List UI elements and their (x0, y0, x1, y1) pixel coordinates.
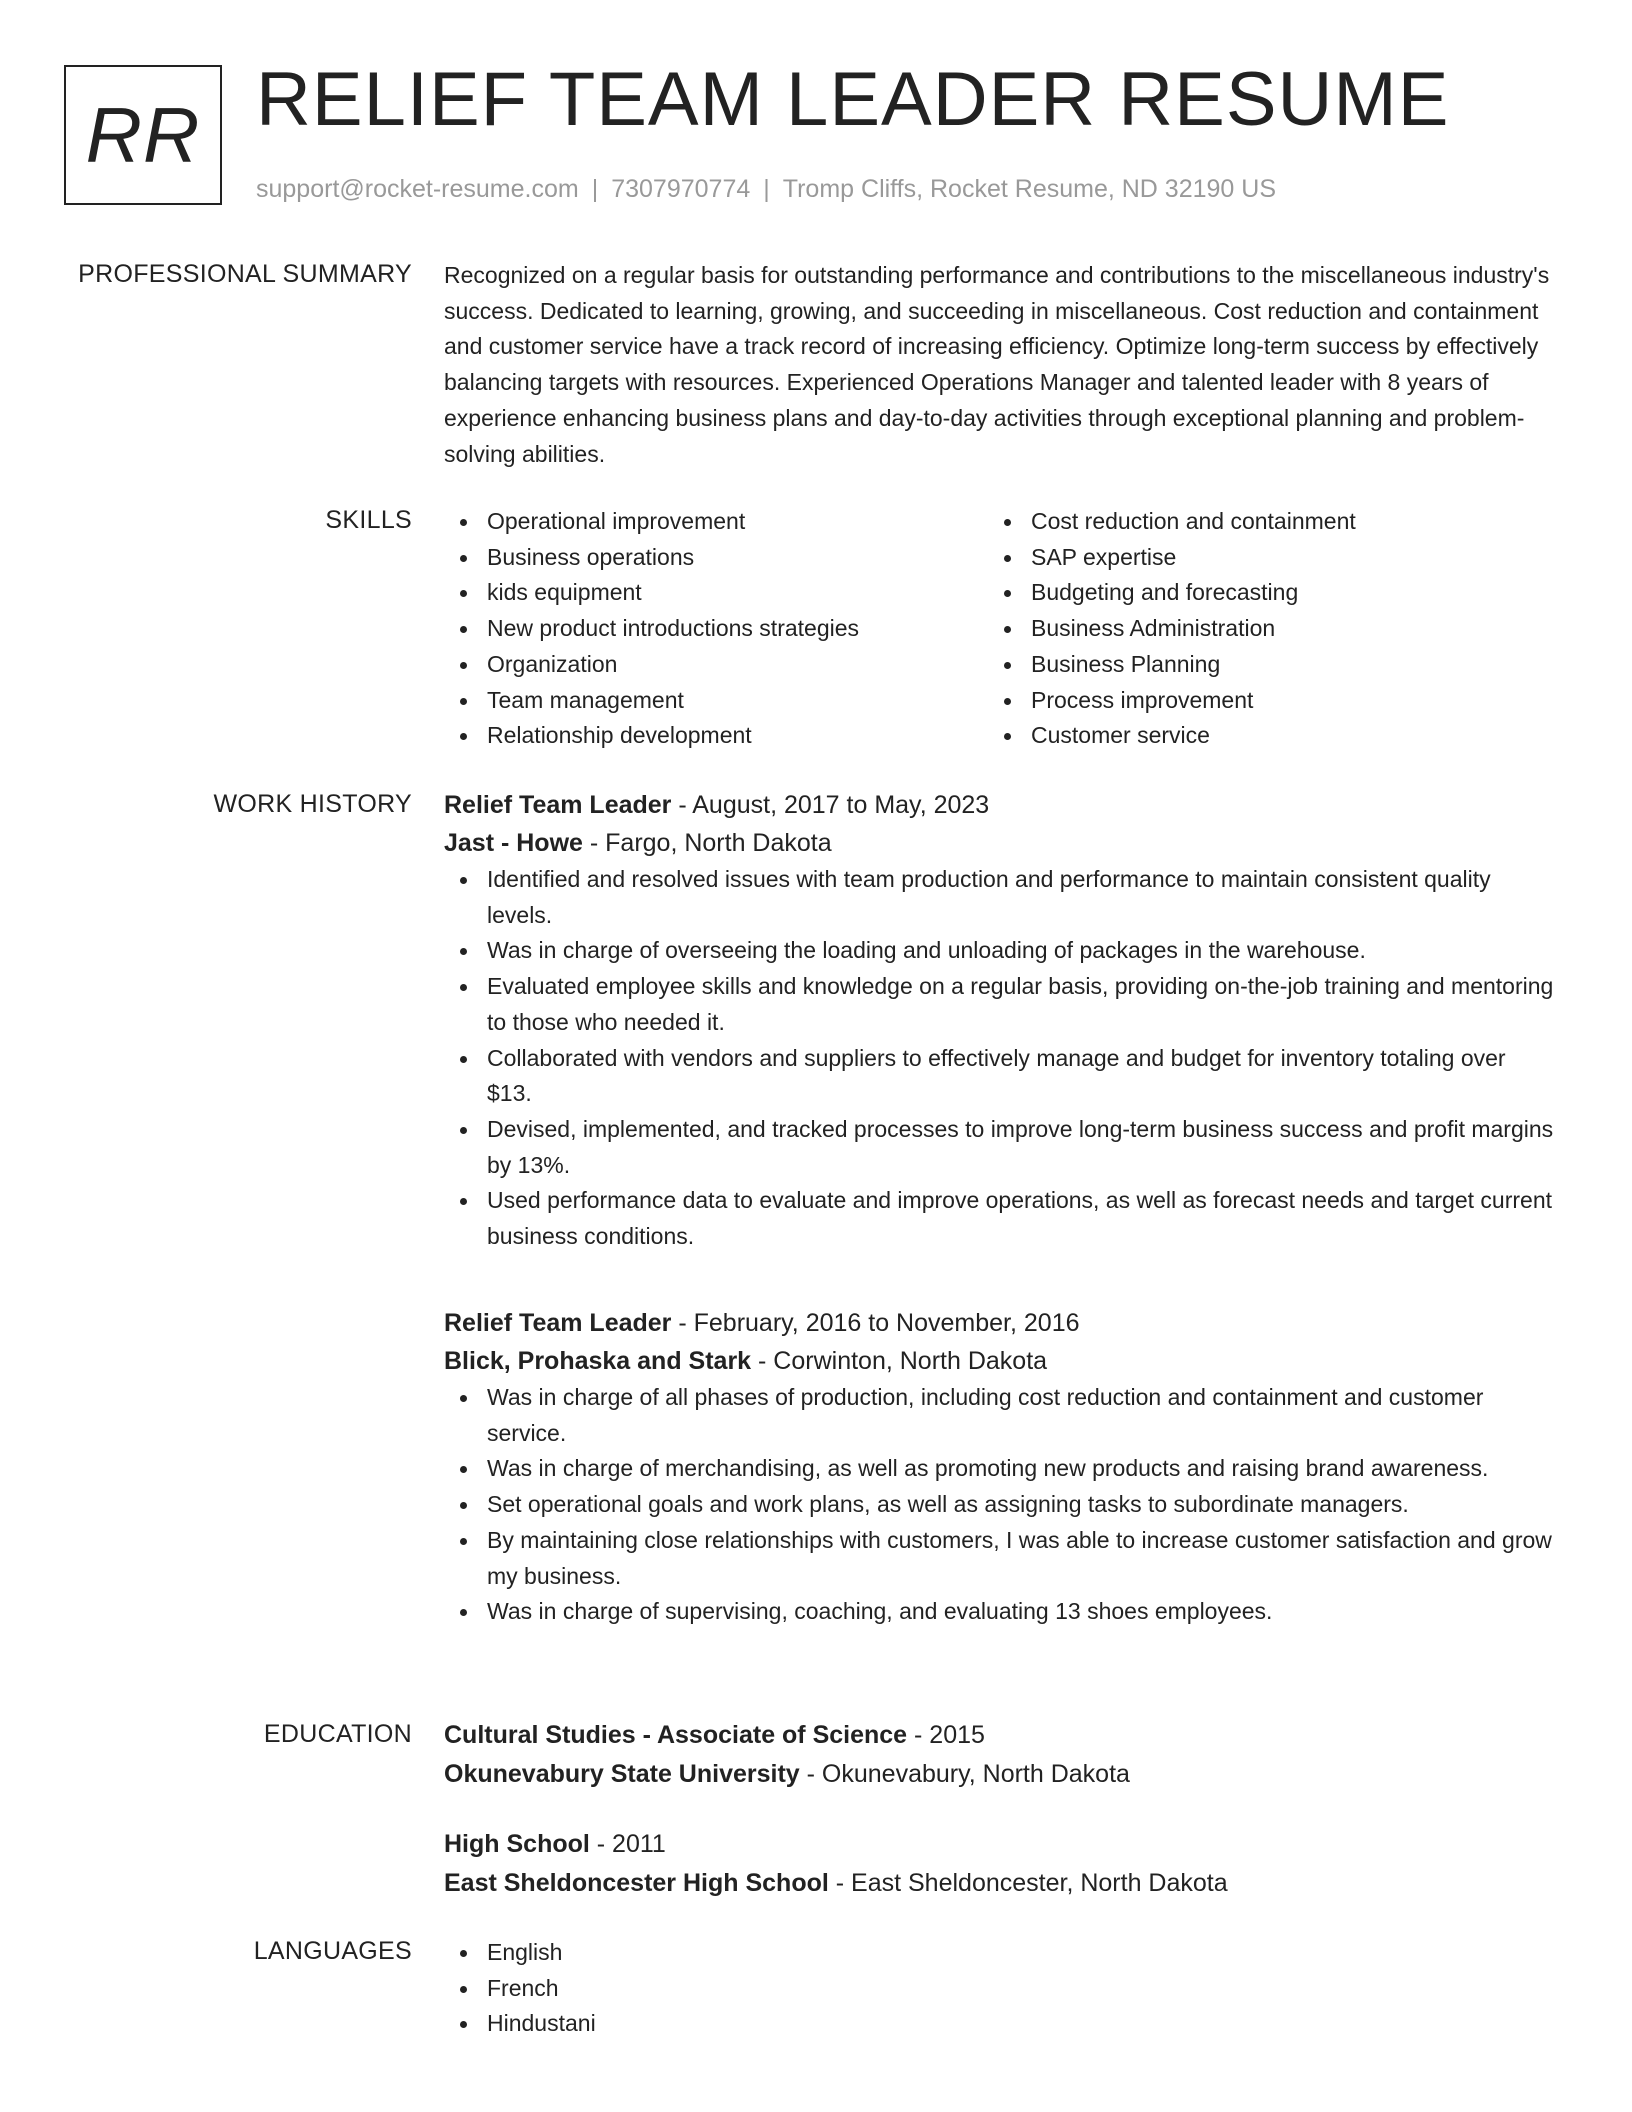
section-label-education: EDUCATION (263, 1720, 412, 1748)
education-entry (444, 1825, 1556, 1903)
contact-line (256, 173, 1276, 205)
education-school: East Sheldoncester High School (444, 1869, 829, 1897)
job-title-line (444, 786, 1556, 824)
list-item: kids equipment (444, 575, 988, 611)
list-item: French (444, 1971, 1556, 2007)
section-label-work-history: WORK HISTORY (213, 790, 412, 818)
job-bullets (444, 862, 1556, 1255)
list-item: Operational improvement (444, 504, 988, 540)
contact-separator: | (591, 175, 599, 203)
list-item: New product introductions strategies (444, 611, 988, 647)
languages-list (444, 1935, 1556, 2042)
job-company-line (444, 1342, 1556, 1380)
job-location: - Fargo, North Dakota (582, 829, 832, 857)
list-item: Devised, implemented, and tracked processes to improve long-term business success and profit margins by 13%. (444, 1112, 1556, 1183)
list-item: Evaluated employee skills and knowledge on a regular basis, providing on-the-job training and mentoring to those who needed it. (444, 969, 1556, 1040)
contact-address: Tromp Cliffs, Rocket Resume, ND 32190 US (782, 175, 1276, 203)
contact-phone[interactable]: 7307970774 (611, 175, 751, 203)
list-item: English (444, 1935, 1556, 1971)
list-item: Organization (444, 647, 988, 683)
education-year: - 2011 (589, 1830, 666, 1858)
list-item: Business operations (444, 540, 988, 576)
list-item: Set operational goals and work plans, as well as assigning tasks to subordinate managers. (444, 1487, 1556, 1523)
list-item: By maintaining close relationships with customers, I was able to increase customer satisfaction and grow my business. (444, 1523, 1556, 1594)
list-item: Hindustani (444, 2006, 1556, 2042)
education-school-line (444, 1755, 1556, 1794)
list-item: SAP expertise (988, 540, 1532, 576)
education-year: - 2015 (907, 1721, 985, 1749)
list-item: Customer service (988, 718, 1532, 754)
resume-title: RELIEF TEAM LEADER RESUME (256, 57, 1450, 142)
job-company-line (444, 824, 1556, 862)
list-item: Cost reduction and containment (988, 504, 1532, 540)
job-title: Relief Team Leader (444, 1309, 672, 1337)
list-item: Was in charge of all phases of production, including cost reduction and containment and customer service. (444, 1380, 1556, 1451)
job-company: Jast - Howe (444, 829, 583, 857)
monogram-logo: RR (64, 65, 222, 205)
section-label-skills: SKILLS (325, 506, 412, 534)
education-degree: Cultural Studies - Associate of Science (444, 1721, 908, 1749)
list-item: Identified and resolved issues with team production and performance to maintain consistent quality levels. (444, 862, 1556, 933)
job-entry (444, 786, 1556, 1255)
contact-separator: | (763, 175, 770, 203)
contact-email[interactable]: support@rocket-resume.com (256, 175, 579, 203)
job-title-line (444, 1304, 1556, 1342)
education-entry (444, 1716, 1556, 1794)
job-entry (444, 1304, 1556, 1630)
education-location: - Okunevabury, North Dakota (799, 1760, 1130, 1788)
list-item: Was in charge of supervising, coaching, and evaluating 13 shoes employees. (444, 1594, 1556, 1630)
job-dates: - February, 2016 to November, 2016 (671, 1309, 1080, 1337)
list-item: Relationship development (444, 718, 988, 754)
section-label-summary: PROFESSIONAL SUMMARY (78, 260, 412, 288)
job-location: - Corwinton, North Dakota (751, 1347, 1048, 1375)
list-item: Used performance data to evaluate and improve operations, as well as forecast needs and target current business conditions. (444, 1183, 1556, 1254)
list-item: Process improvement (988, 683, 1532, 719)
job-dates: - August, 2017 to May, 2023 (671, 791, 990, 819)
education-school: Okunevabury State University (444, 1760, 800, 1788)
list-item: Was in charge of overseeing the loading and unloading of packages in the warehouse. (444, 933, 1556, 969)
job-company: Blick, Prohaska and Stark (444, 1347, 752, 1375)
education-location: - East Sheldoncester, North Dakota (828, 1869, 1228, 1897)
skills-list-right (988, 504, 1532, 754)
job-bullets (444, 1380, 1556, 1630)
list-item: Business Administration (988, 611, 1532, 647)
list-item: Collaborated with vendors and suppliers to effectively manage and budget for inventory totaling over $13. (444, 1041, 1556, 1112)
summary-text: Recognized on a regular basis for outstanding performance and contributions to the miscellaneous industry's success. Dedicated to learning, growing, and succeeding in miscellaneous. Cost reduction and containment and customer service have a track record of increasing efficiency. Optimize long-term success by effectively balancing targets with resources. Experienced Operations Manager and talented leader with 8 years of experience enhancing business plans and day-to-day activities through exceptional planning and problem-solving abilities. (444, 262, 1550, 467)
education-degree-line (444, 1716, 1556, 1755)
skills-list-left (444, 504, 988, 754)
education-school-line (444, 1864, 1556, 1903)
education-degree-line (444, 1825, 1556, 1864)
list-item: Was in charge of merchandising, as well as promoting new products and raising brand awareness. (444, 1451, 1556, 1487)
list-item: Business Planning (988, 647, 1532, 683)
list-item: Budgeting and forecasting (988, 575, 1532, 611)
education-degree: High School (444, 1830, 590, 1858)
job-title: Relief Team Leader (444, 791, 672, 819)
section-label-languages: LANGUAGES (253, 1937, 412, 1965)
list-item: Team management (444, 683, 988, 719)
